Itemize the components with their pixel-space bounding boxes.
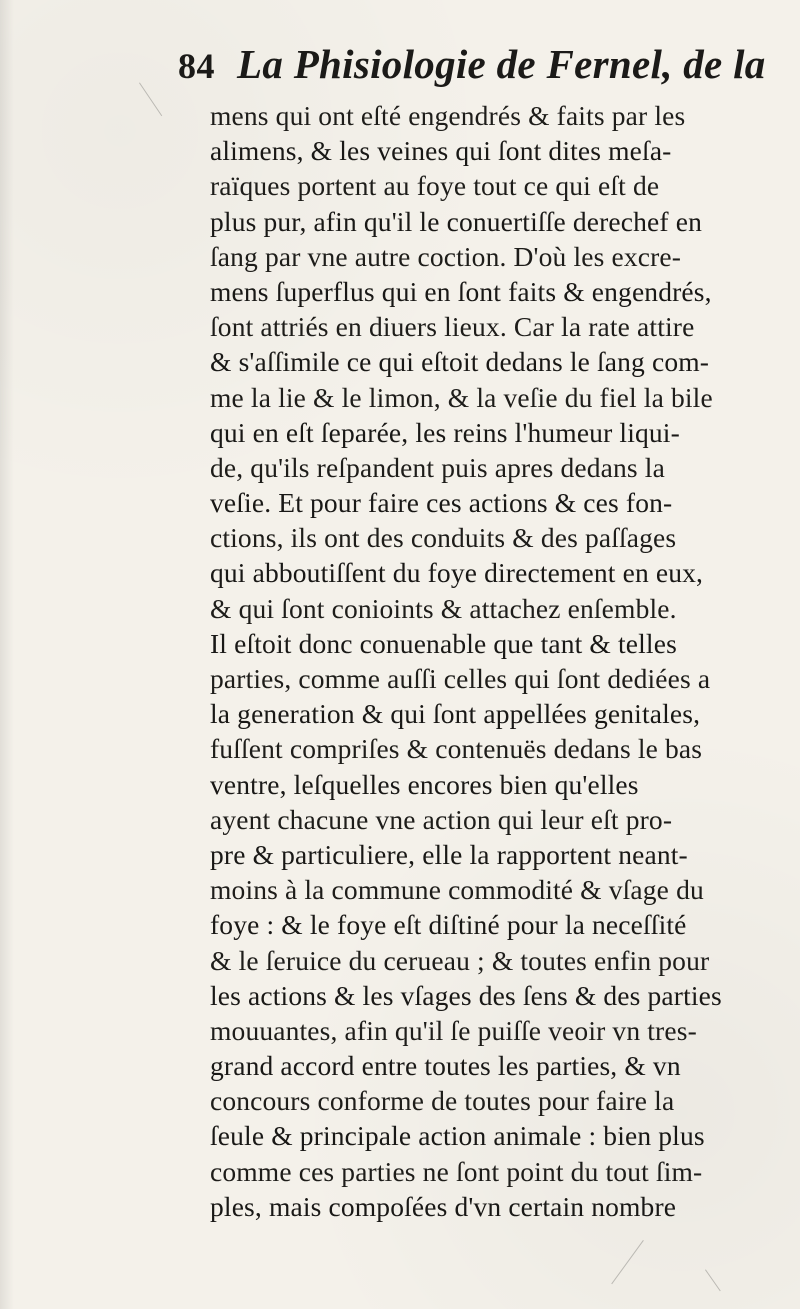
text-line: moins à la commune commodité & vſage du	[210, 874, 704, 906]
page-edge-shadow	[0, 0, 14, 1309]
text-line: ſeule & principale action animale : bien plus	[210, 1120, 705, 1152]
page-header	[178, 40, 768, 104]
text-line: ayent chacune vne action qui leur eſt pro-	[210, 803, 673, 835]
margin-mark	[139, 82, 162, 116]
paper-mark	[705, 1269, 721, 1291]
text-line: Il eſtoit donc conuenable que tant & telles	[210, 627, 677, 659]
text-line: & le ſeruice du cerueau ; & toutes enfin pour	[210, 944, 710, 976]
running-title: La Phisiologie de Fernel, de la	[237, 41, 766, 87]
text-line: alimens, & les veines qui ſont dites meſa-	[210, 135, 672, 167]
text-line: comme ces parties ne ſont point du tout ſim-	[210, 1155, 703, 1187]
text-line: la generation & qui ſont appellées genitales,	[210, 698, 701, 730]
text-line: ſang par vne autre coction. D'où les excre-	[210, 240, 682, 272]
text-line: me la lie & le limon, & la veſie du fiel la bile	[210, 381, 713, 413]
main-text	[210, 98, 780, 1224]
text-line: ſont attriés en diuers lieux. Car la rate attire	[210, 311, 695, 343]
text-line: qui en eſt ſeparée, les reins l'humeur liqui-	[210, 416, 680, 448]
text-line: concours conforme de toutes pour faire la	[210, 1085, 675, 1117]
text-line: fuſſent compriſes & contenuës dedans le bas	[210, 733, 703, 765]
text-line: plus pur, afin qu'il le conuertiſſe derechef en	[210, 205, 702, 237]
text-line: ctions, ils ont des conduits & des paſſages	[210, 522, 677, 554]
text-line: raïques portent au foye tout ce qui eſt de	[210, 170, 660, 202]
text-line: mens ſuperflus qui en ſont faits & engendrés,	[210, 275, 712, 307]
paper-mark	[611, 1240, 644, 1284]
text-line: & s'aſſimile ce qui eſtoit dedans le ſang com-	[210, 346, 710, 378]
text-line: ventre, leſquelles encores bien qu'elles	[210, 768, 639, 800]
text-line: pre & particuliere, elle la rapportent neant-	[210, 838, 688, 870]
text-line: ples, mais compoſées d'vn certain nombre	[210, 1190, 677, 1222]
text-line: mens qui ont eſté engendrés & faits par les	[210, 100, 686, 131]
text-line: mouuantes, afin qu'il ſe puiſſe veoir vn tres-	[210, 1014, 697, 1046]
text-line: grand accord entre toutes les parties, & vn	[210, 1050, 681, 1082]
text-line: & qui ſont conioints & attachez enſemble.	[210, 592, 677, 624]
text-line: les actions & les vſages des ſens & des parties	[210, 979, 722, 1011]
page-number: 84	[178, 46, 215, 86]
text-line: veſie. Et pour faire ces actions & ces fon-	[210, 487, 673, 519]
text-line: parties, comme auſſi celles qui ſont dediées a	[210, 663, 711, 694]
text-line: de, qu'ils reſpandent puis apres dedans la	[210, 451, 665, 483]
text-line: qui abboutiſſent du foye directement en eux,	[210, 557, 704, 589]
text-line: foye : & le foye eſt diſtiné pour la neceſſité	[210, 909, 687, 941]
